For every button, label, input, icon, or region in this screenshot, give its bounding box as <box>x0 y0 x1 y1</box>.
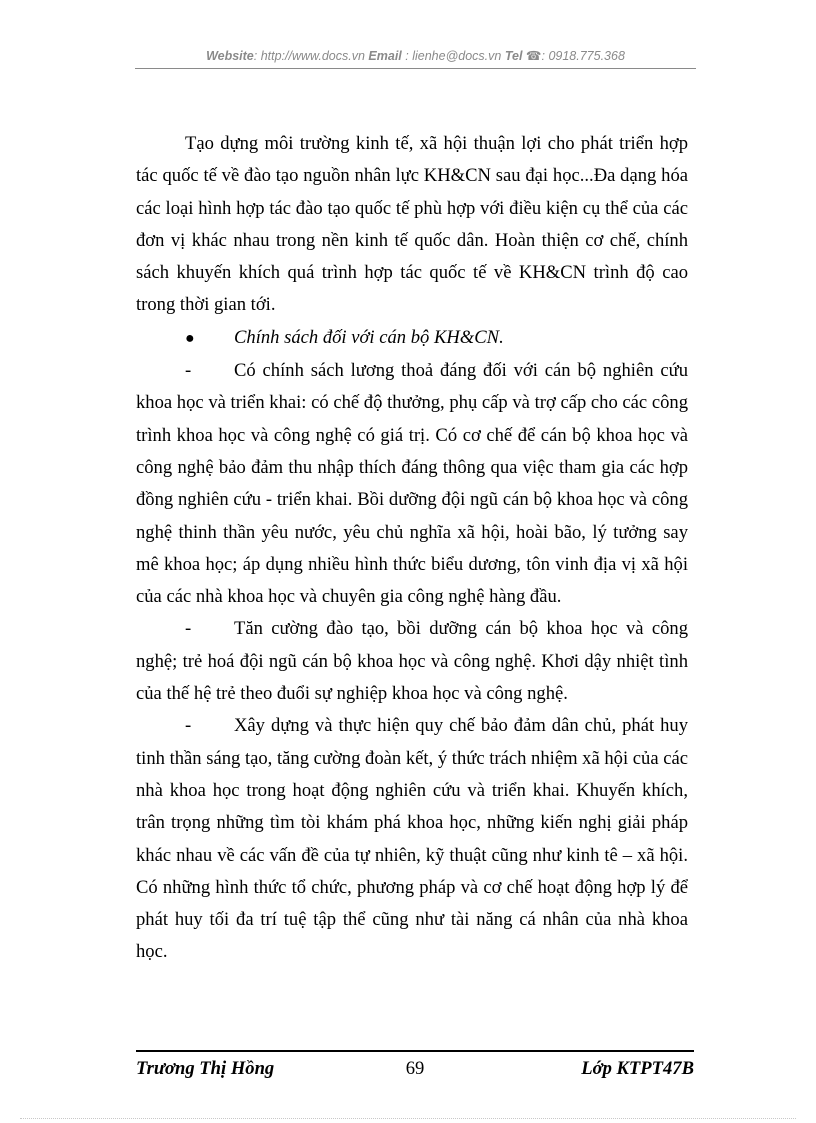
email-label: Email <box>368 49 402 63</box>
footer-page-number: 69 <box>405 1058 425 1079</box>
page-bottom-divider <box>20 1118 796 1119</box>
paragraph-intro: Tạo dựng môi trường kinh tế, xã hội thuận lợi cho phát triển hợp tác quốc tế về đào tạo nguồn nhân lực KH&CN sau đại học...Đa dạng hóa các loại hình hợp tác đào tạo quốc tế phù hợp với điều kiện cụ thể của các đơn vị khác nhau trong nền kinh tế quốc dân. Hoàn thiện cơ chế, chính sách khuyến khích quá trình hợp tác quốc tế về KH&CN trình độ cao trong thời gian tới. <box>136 133 688 316</box>
website-value: : http://www.docs.vn <box>253 49 365 63</box>
tel-value: : 0918.775.368 <box>541 49 625 63</box>
email-value: : lienhe@docs.vn <box>405 49 502 63</box>
dash-marker: - <box>185 715 192 737</box>
bullet-heading-row <box>136 322 688 355</box>
website-label: Website <box>206 49 254 63</box>
dash-marker: - <box>185 360 192 382</box>
phone-icon: ☎ <box>525 49 542 63</box>
list-item-text: Xây dựng và thực hiện quy chế bảo đảm dân chủ, phát huy tinh thần sáng tạo, tăng cường đoàn kết, ý thức trách nhiệm xã hội của các nhà khoa học trong hoạt động nghiên cứu và triển khai. Khuyến khích, trân trọng những tìm tòi khám phá khoa học, những kiến nghị giải pháp khác nhau về các vấn đề của tự nhiên, kỹ thuật cũng như kinh tê – xã hội. Có những hình thức tổ chức, phương pháp và cơ chế hoạt động hợp lý để phát huy tối đa trí tuệ tập thể cũng như tài năng cá nhân của nhà khoa học. <box>136 715 688 963</box>
page-header <box>135 46 696 69</box>
list-item-training <box>136 613 688 710</box>
list-item-salary <box>136 355 688 613</box>
dash-marker: - <box>185 618 192 640</box>
list-item-democracy <box>136 710 688 968</box>
bullet-heading: Chính sách đối với cán bộ KH&CN. <box>234 326 504 348</box>
list-item-text: Có chính sách lương thoả đáng đối với cán bộ nghiên cứu khoa học và triển khai: có chế độ thưởng, phụ cấp và trợ cấp cho các công trình khoa học và công nghệ có giá trị. Có cơ chế để cán bộ khoa học và công nghệ bảo đảm thu nhập thích đáng thông qua việc tham gia các hợp đồng nghiên cứu - triển khai. Bồi dưỡng đội ngũ cán bộ khoa học và công nghệ thinh thần yêu nước, yêu chủ nghĩa xã hội, hoài bão, lý tưởng say mê khoa học; áp dụng nhiều hình thức biểu dương, tôn vinh địa vị xã hội của các nhà khoa học và chuyên gia công nghệ hàng đầu. <box>136 360 688 608</box>
bullet-icon: ● <box>185 329 195 347</box>
document-body <box>136 128 688 969</box>
footer-class: Lớp KTPT47B <box>581 1058 694 1079</box>
tel-label: Tel <box>504 49 523 63</box>
list-item-text: Tăn cường đào tạo, bồi dưỡng cán bộ khoa học và công nghệ; trẻ hoá đội ngũ cán bộ khoa học và công nghệ. Khơi dậy nhiệt tình của thế hệ trẻ theo đuổi sự nghiệp khoa học và công nghệ. <box>136 618 688 705</box>
footer-author: Trương Thị Hồng <box>136 1058 275 1079</box>
page-footer <box>136 1050 694 1084</box>
